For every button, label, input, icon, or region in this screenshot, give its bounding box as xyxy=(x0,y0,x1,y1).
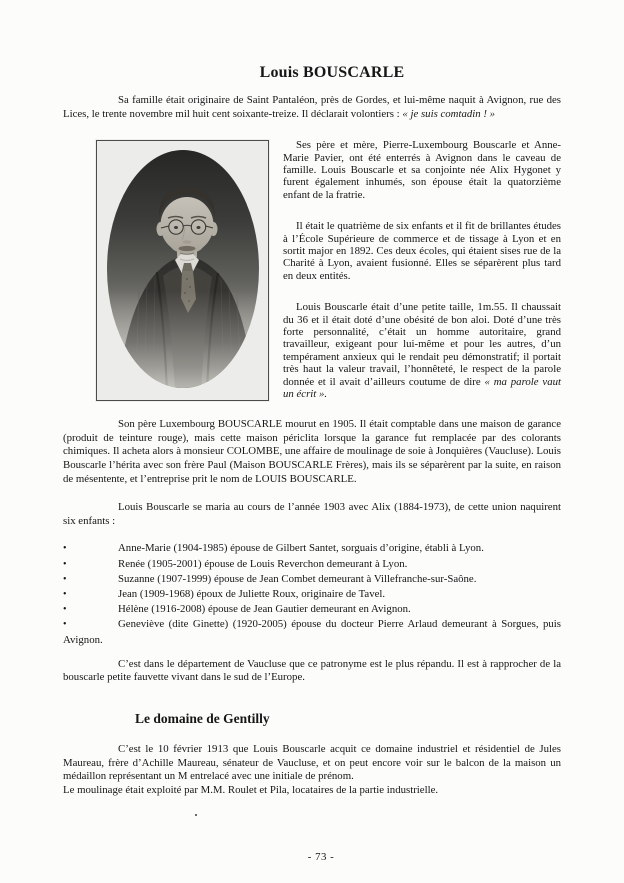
bullet-icon: • xyxy=(63,588,67,600)
bullet-icon: • xyxy=(63,573,67,585)
page-number: - 73 - xyxy=(307,851,335,863)
list-item-renee xyxy=(63,557,561,572)
family-origin-text: Sa famille était originaire de Saint Pantaléon, près de Gordes, et lui-même naquit à Avignon, rue des Lices, le trente novembre mil huit cent soixante-treize. Il déclarait volontiers : xyxy=(63,94,561,120)
list-item-genevieve xyxy=(63,617,561,646)
paragraph-personality xyxy=(283,301,561,400)
child-entry: Anne-Marie (1904-1985) épouse de Gilbert Santet, sorguais d’origine, établi à Lyon. xyxy=(118,542,484,555)
paragraph-marriage: Louis Bouscarle se maria au cours de l’année 1903 avec Alix (1884-1973), de cette union naquirent six enfants : xyxy=(63,501,561,527)
bullet-icon: • xyxy=(63,543,67,555)
child-entry: Suzanne (1907-1999) épouse de Jean Combet demeurant à Villefranche-sur-Saône. xyxy=(118,572,477,585)
list-item-helene xyxy=(63,602,561,617)
section-heading-gentilly: Le domaine de Gentilly xyxy=(135,710,270,726)
paragraph-education: Il était le quatrième de six enfants et il fit de brillantes études à l’École Supérieure de commerce et de tissage à Lyon et en sortit major en 1892. Ces deux écoles, qui étaient sises rue de la Charité à Lyon, avaient fusionné. Elles se séparèrent plus tard en deux entités. xyxy=(283,220,561,282)
text-column xyxy=(283,139,561,401)
paragraph-gentilly-acquisition: C’est le 10 février 1913 que Louis Bouscarle acquit ce domaine industriel et résidentiel de Jules Maureau, frère d’Achille Maureau, sénateur de Vaucluse, et on peut encore voir sur le balcon de la maison un médaillon représentant un M entrelacé avec une initiale de prénom. xyxy=(63,742,561,783)
quote-parole: « ma parole vaut un écrit ». xyxy=(283,375,561,401)
photo-column xyxy=(63,139,283,401)
page-content xyxy=(63,0,561,797)
bullet-icon: • xyxy=(63,619,67,631)
paragraph-moulinage: Le moulinage était exploité par M.M. Roulet et Pila, locataires de la partie industrielle. xyxy=(63,783,439,796)
page-title: Louis BOUSCARLE xyxy=(259,64,405,81)
list-item-jean xyxy=(63,587,561,602)
paragraph-parents: Ses père et mère, Pierre-Luxembourg Bouscarle et Anne-Marie Pavier, ont été enterrés à Avignon dans le caveau de famille. Louis Bouscarle et sa conjointe née Alix Hygonet y furent également inhumés, son épouse était la quatorzième enfant de la fratrie. xyxy=(283,139,561,201)
personality-text: Louis Bouscarle était d’une petite taille, 1m.55. Il chaussait du 36 et il était doté d’une obésité de bon aloi. Doté d’une très forte personnalité, c’était un homme autoritaire, grand travailleur, exigeant pour lui-même et pour les autres, d’un tempérament anxieux qui le rendait peu démonstratif; il portait très haut la valeur travail, l’honnêteté, le respect de la parole donnée et il avait d’ailleurs coutume de dire xyxy=(283,301,561,388)
list-item-suzanne xyxy=(63,572,561,587)
paragraph-family-origin xyxy=(63,94,561,121)
child-entry: Geneviève (dite Ginette) (1920-2005) épouse du docteur Pierre Arlaud demeurant à Sorgues, puis Avignon. xyxy=(63,618,561,646)
bullet-icon: • xyxy=(63,558,67,570)
scan-dot-artifact xyxy=(195,814,197,816)
quote-comtadin: « je suis comtadin ! » xyxy=(402,107,496,120)
list-item-anne-marie xyxy=(63,541,561,556)
child-entry: Hélène (1916-2008) épouse de Jean Gautier demeurant en Avignon. xyxy=(118,603,411,616)
child-entry: Renée (1905-2001) épouse de Louis Reverchon demeurant à Lyon. xyxy=(118,557,408,570)
child-entry: Jean (1909-1968) époux de Juliette Roux, originaire de Tavel. xyxy=(118,587,386,600)
portrait-illustration xyxy=(97,141,268,400)
paragraph-father-business: Son père Luxembourg BOUSCARLE mourut en 1905. Il était comptable dans une maison de garance (produit de teinture rouge), mais cette maison périclita lorsque la garance fut remplacée par des colorants chimiques. Il acheta alors à monsieur COLOMBE, une affaire de moulinage de soie à Jonquières (Vaucluse). Louis Bouscarle l’hérita avec son frère Paul (Maison BOUSCARLE Frères), mais ils se séparèrent par la suite, en raison de mésentente, et l’entreprise prit le nom de LOUIS BOUSCARLE. xyxy=(63,418,561,485)
photo-text-row xyxy=(63,139,561,401)
children-list xyxy=(63,541,561,646)
paragraph-patronym: C’est dans le département de Vaucluse que ce patronyme est le plus répandu. Il est à rapprocher de la bouscarle petite fauvette vivant dans le sud de l’Europe. xyxy=(63,657,561,684)
bullet-icon: • xyxy=(63,604,67,616)
portrait-photo xyxy=(96,140,269,401)
